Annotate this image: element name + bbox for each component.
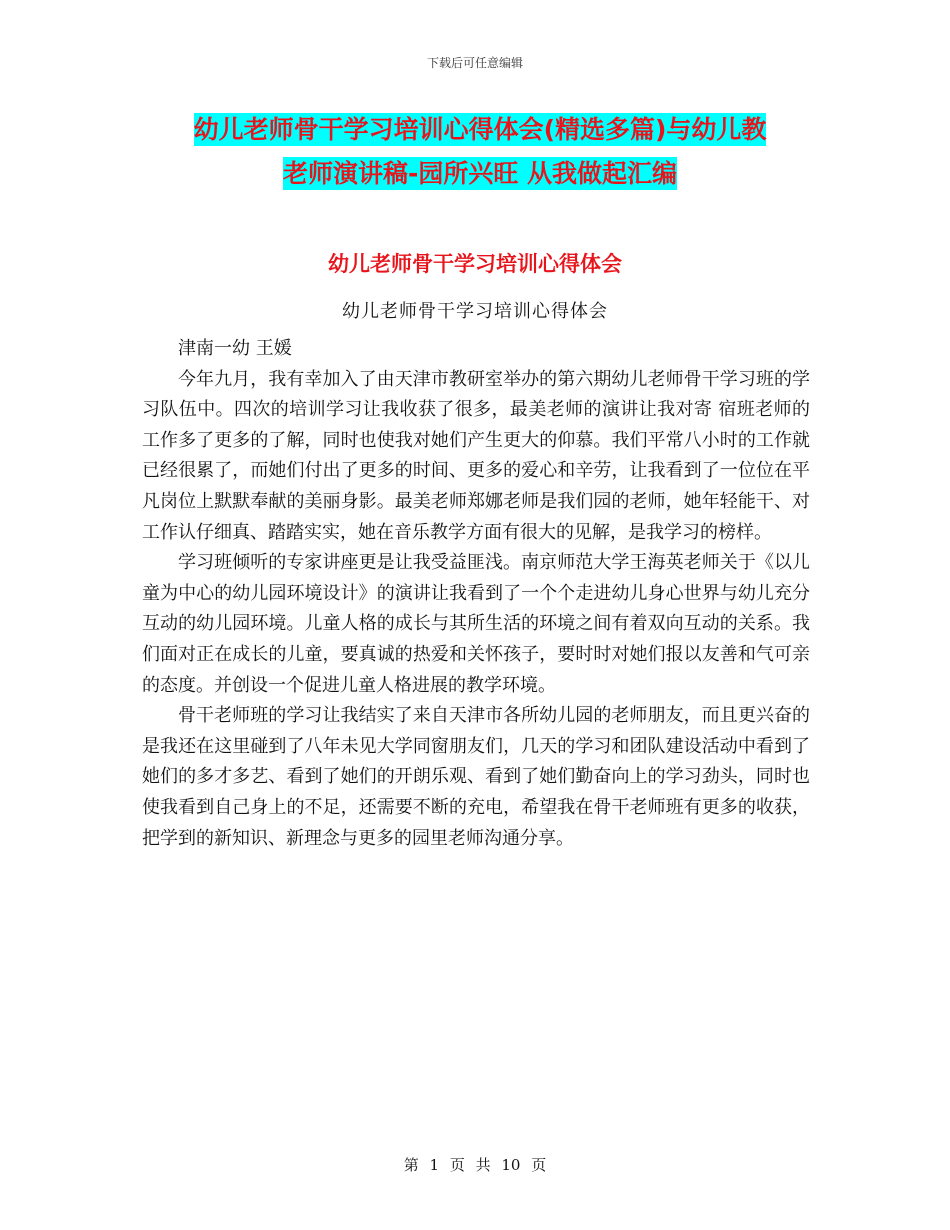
article-body [142, 334, 810, 854]
title-highlight-1: 幼儿老师骨干学习培训心得体会(精选多篇)与幼儿教 [193, 115, 767, 144]
page-indicator: 第 1 页 共 10 页 [403, 1156, 547, 1174]
document-title-line-2 [140, 152, 820, 196]
paragraph-3: 骨干老师班的学习让我结实了来自天津市各所幼儿园的老师朋友，而且更兴奋的是我还在这里碰到了八年未见大学同窗朋友们，几天的学习和团队建设活动中看到了她们的多才多艺、看到了她们的开朗乐观、看到了她们勤奋向上的学习劲头，同时也使我看到自己身上的不足，还需要不断的充电，希望我在骨干老师班有更多的收获，把学到的新知识、新理念与更多的园里老师沟通分享。 [142, 705, 810, 849]
document-title [140, 108, 820, 196]
paragraph-2: 学习班倾听的专家讲座更是让我受益匪浅。南京师范大学王海英老师关于《以儿童为中心的幼儿园环境设计》的演讲让我看到了一个个走进幼儿身心世界与幼儿充分互动的幼儿园环境。儿童人格的成长与其所生活的环境之间有着双向互动的关系。我们面对正在成长的儿童，要真诚的热爱和关怀孩子，要时时对她们报以友善和气可亲的态度。并创设一个促进儿童人格进展的教学环境。 [142, 552, 810, 696]
article-title: 幼儿老师骨干学习培训心得体会 [342, 301, 608, 322]
author-line: 津南一幼 王媛 [178, 338, 292, 359]
title-highlight-2: 老师演讲稿-园所兴旺 从我做起汇编 [282, 159, 678, 188]
document-title-line-1 [140, 108, 820, 152]
paragraph-1: 今年九月，我有幸加入了由天津市教研室举办的第六期幼儿老师骨干学习班的学习队伍中。四次的培训学习让我收获了很多，最美老师的演讲让我对寄 宿班老师的工作多了更多的了解，同时也使我对她们产生更大的仰慕。我们平常八小时的工作就已经很累了，而她们付出了更多的时间、更多的爱心和辛劳，让我看到了一位位在平凡岗位上默默奉献的美丽身影。最美老师郑娜老师是我们园的老师，她年轻能干、对工作认仔细真、踏踏实实，她在音乐教学方面有很大的见解，是我学习的榜样。 [142, 368, 810, 543]
header-note: 下载后可任意编辑 [426, 56, 523, 70]
section-heading: 幼儿老师骨干学习培训心得体会 [328, 252, 622, 276]
